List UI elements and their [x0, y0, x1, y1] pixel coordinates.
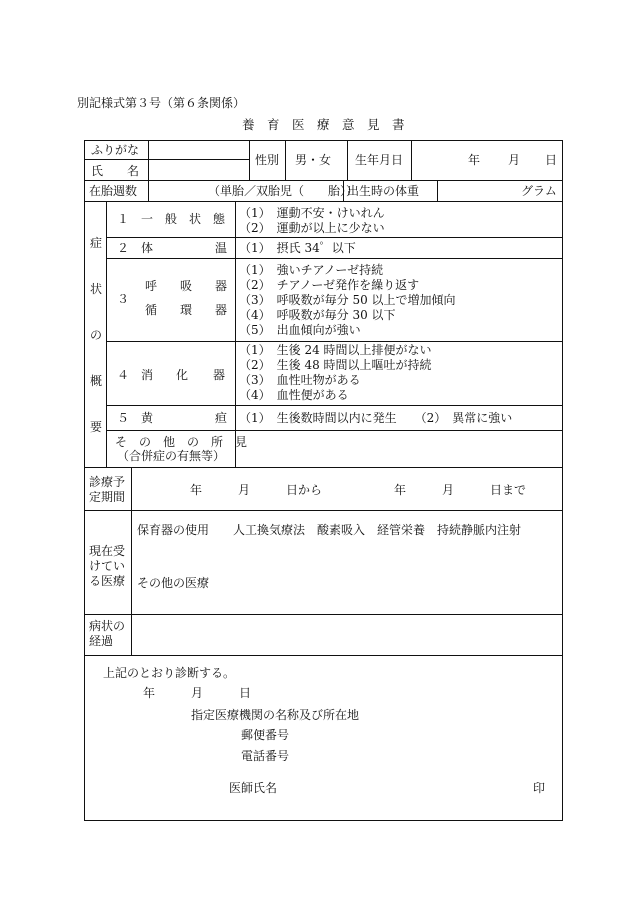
- complications-label: （合併症の有無等）: [117, 449, 226, 463]
- divider-weight-mid: [437, 180, 438, 201]
- divider-symptoms-bottom: [84, 467, 563, 468]
- symptom-label-char-3: の: [90, 328, 103, 342]
- divider-jaundice: [106, 430, 563, 431]
- respiratory-item-3: （3） 呼吸数が毎分 50 以上で増加傾向: [239, 293, 456, 307]
- circulatory-label-2a: 循: [145, 303, 158, 317]
- general-number: １: [117, 212, 130, 226]
- divider-birth-mid: [411, 140, 412, 180]
- circulatory-label-2b: 環: [180, 303, 193, 317]
- institution-label: 指定医療機関の名称及び所在地: [191, 708, 360, 722]
- table-bottom-border: [84, 820, 563, 821]
- seal-mark: 印: [533, 781, 546, 795]
- symptom-label-char-5: 要: [90, 420, 103, 434]
- general-item-1: （1） 運動不安・けいれん: [239, 206, 385, 220]
- form-number: 別記様式第３号（第６条関係）: [77, 96, 246, 110]
- diagnosis-statement: 上記のとおり診断する。: [103, 666, 236, 680]
- doctor-name-label: 医師氏名: [229, 781, 278, 795]
- symptom-label-char-4: 概: [90, 374, 103, 388]
- current-treatment-label-2: けてい: [89, 559, 126, 573]
- digestive-item-4: （4） 血性便がある: [239, 388, 349, 402]
- digestive-item-1: （1） 生後 24 時間以上排便がない: [239, 343, 432, 357]
- progress-label-1: 病状の: [89, 619, 126, 633]
- respiratory-item-4: （4） 呼吸数が毎分 30 以下: [239, 308, 396, 322]
- current-treatment-label-3: る医療: [89, 574, 126, 588]
- period-to: 年 月 日まで: [394, 483, 527, 497]
- divider-symptoms-items: [235, 201, 236, 467]
- respiratory-label-1a: 呼: [145, 279, 158, 293]
- sex-label: 性別: [255, 153, 280, 167]
- birth-day: 日: [545, 153, 558, 167]
- temperature-number: ２: [117, 241, 130, 255]
- digestive-label-right: 器: [213, 368, 226, 382]
- birth-year: 年: [468, 153, 481, 167]
- sex-options[interactable]: 男・女: [295, 153, 332, 167]
- digestive-label-left: 消: [141, 368, 154, 382]
- jaundice-label-right: 疸: [215, 411, 228, 425]
- table-left-border: [84, 140, 85, 821]
- divider-furigana: [84, 159, 249, 160]
- divider-sex-mid: [285, 140, 286, 180]
- digestive-number: ４: [117, 368, 130, 382]
- symptom-label-char-2: 状: [90, 282, 103, 296]
- table-top-border: [84, 140, 563, 141]
- other-treatment-label: その他の医療: [137, 576, 210, 590]
- birth-weight-label: 出生時の体重: [347, 184, 420, 198]
- divider-sex-left: [249, 140, 250, 180]
- respiratory-label-1c: 器: [215, 279, 228, 293]
- divider-period-bottom: [84, 510, 563, 511]
- jaundice-label-left: 黄: [141, 411, 154, 425]
- diagnosis-date: 年 月 日: [143, 686, 252, 700]
- respiratory-item-2: （2） チアノーゼ発作を繰り返す: [239, 278, 420, 292]
- furigana-label: ふりがな: [91, 143, 140, 157]
- divider-general: [106, 237, 563, 238]
- divider-gestation-bottom: [84, 201, 563, 202]
- other-findings-label: そ の 他 の 所 見: [115, 435, 248, 449]
- divider-name-label: [148, 140, 149, 180]
- temperature-label-right: 温: [215, 241, 228, 255]
- period-from: 年 月 日から: [190, 483, 323, 497]
- gestation-type: （単胎／双胎児（ 胎））: [208, 184, 359, 198]
- divider-treatment-bottom: [84, 614, 563, 615]
- current-treatment-label-1: 現在受: [89, 544, 126, 558]
- digestive-item-2: （2） 生後 48 時間以上嘔吐が持続: [239, 358, 432, 372]
- temperature-item-1: （1） 摂氏 34゜以下: [239, 241, 356, 255]
- respiratory-number: ３: [117, 292, 130, 306]
- gram-unit: グラム: [521, 184, 557, 198]
- page-title: 養 育 医 療 意 見 書: [242, 117, 405, 132]
- divider-gestation-label: [148, 180, 149, 201]
- divider-lower-label-column: [131, 467, 132, 656]
- divider-birth-left: [347, 140, 348, 180]
- respiratory-item-5: （5） 出血傾向が強い: [239, 323, 361, 337]
- digestive-label-mid: 化: [176, 368, 189, 382]
- birth-month: 月: [508, 153, 521, 167]
- divider-digestive: [106, 405, 563, 406]
- respiratory-item-1: （1） 強いチアノーゼ持続: [239, 263, 384, 277]
- digestive-item-3: （3） 血性吐物がある: [239, 373, 361, 387]
- gestation-label: 在胎週数: [89, 184, 138, 198]
- divider-respiratory: [106, 341, 563, 342]
- temperature-label-left: 体: [141, 241, 154, 255]
- table-right-border: [562, 140, 563, 821]
- divider-progress-bottom: [84, 655, 563, 656]
- circulatory-label-2c: 器: [215, 303, 228, 317]
- postal-code-label: 郵便番号: [241, 728, 290, 742]
- treatment-options: 保育器の使用 人工換気療法 酸素吸入 経管栄養 持続静脈内注射: [137, 523, 522, 537]
- jaundice-number: ５: [117, 411, 130, 425]
- respiratory-label-1b: 吸: [180, 279, 193, 293]
- general-item-2: （2） 運動が以上に少ない: [239, 221, 385, 235]
- general-label: 一 般 状 態: [141, 212, 226, 226]
- phone-label: 電話番号: [241, 749, 290, 763]
- period-label-2: 定期間: [89, 490, 126, 504]
- progress-label-2: 経過: [89, 634, 114, 648]
- period-label-1: 診療予: [89, 475, 126, 489]
- divider-symptoms-vertical-label: [106, 201, 107, 467]
- name-label: 氏 名: [91, 164, 140, 178]
- divider-temperature: [106, 258, 563, 259]
- symptom-label-char-1: 症: [90, 236, 103, 250]
- jaundice-items: （1） 生後数時間以内に発生 （2） 異常に強い: [239, 411, 513, 425]
- birthdate-label: 生年月日: [355, 153, 404, 167]
- divider-name-bottom: [84, 180, 563, 181]
